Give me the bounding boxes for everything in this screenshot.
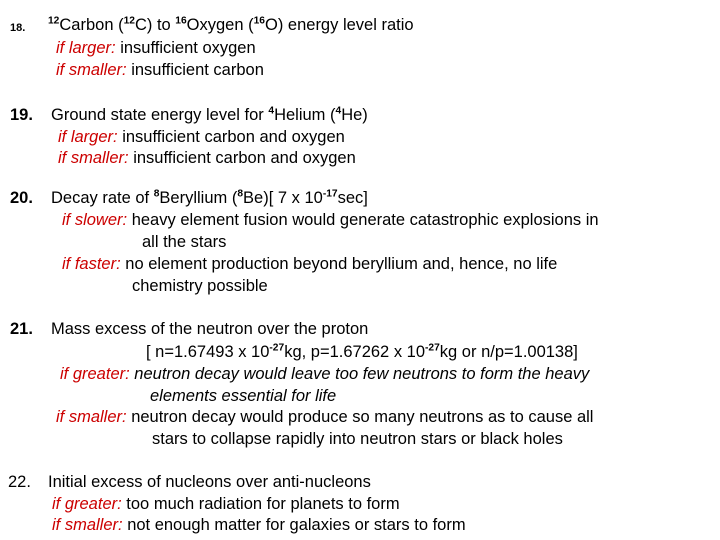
- condition-continuation: elements essential for life: [150, 387, 337, 405]
- condition-continuation: chemistry possible: [132, 277, 268, 295]
- item-number: 21.: [10, 320, 33, 338]
- condition-line: if smaller: not enough matter for galaxies or stars to form: [52, 516, 466, 534]
- condition-line: if larger: insufficient oxygen: [56, 39, 256, 57]
- item-title: Initial excess of nucleons over anti-nucleons: [48, 473, 371, 491]
- condition-line: if greater: too much radiation for planets to form: [52, 495, 400, 513]
- item-number: 20.: [10, 189, 33, 207]
- item-number: 22.: [8, 473, 31, 491]
- condition-line: if larger: insufficient carbon and oxygen: [58, 128, 345, 146]
- condition-line: if smaller: insufficient carbon: [56, 61, 264, 79]
- condition-continuation: all the stars: [142, 233, 227, 251]
- condition-continuation: stars to collapse rapidly into neutron stars or black holes: [152, 430, 563, 448]
- item-title: Mass excess of the neutron over the proton: [51, 320, 369, 338]
- measured-values: [ n=1.67493 x $10^{-27}kg$, p=1.67262 x $10^{-27}kg$ or n/p=1.00138]: [146, 342, 578, 361]
- condition-line: if smaller: insufficient carbon and oxygen: [58, 149, 356, 167]
- item-title: Decay rate of $^8$Beryllium ($^8$Be)[ 7 x $10^{-17}\sec$]: [51, 188, 368, 207]
- item-number: 18.: [10, 22, 26, 34]
- condition-line: if smaller: neutron decay would produce so many neutrons as to cause all: [56, 408, 594, 426]
- item-title: Ground state energy level for $^4$Helium ($^4$He): [51, 105, 368, 124]
- item-number: 19.: [10, 106, 33, 124]
- item-title: $^{12}$Carbon ($^{12}$C) to $^{16}$Oxygen ($^{16}$O) energy level ratio: [48, 15, 414, 34]
- condition-line: if greater: neutron decay would leave too few neutrons to form the heavy: [60, 365, 590, 383]
- condition-line: if faster: no element production beyond beryllium and, hence, no life: [62, 255, 558, 273]
- condition-line: if slower: heavy element fusion would generate catastrophic explosions in: [62, 211, 599, 229]
